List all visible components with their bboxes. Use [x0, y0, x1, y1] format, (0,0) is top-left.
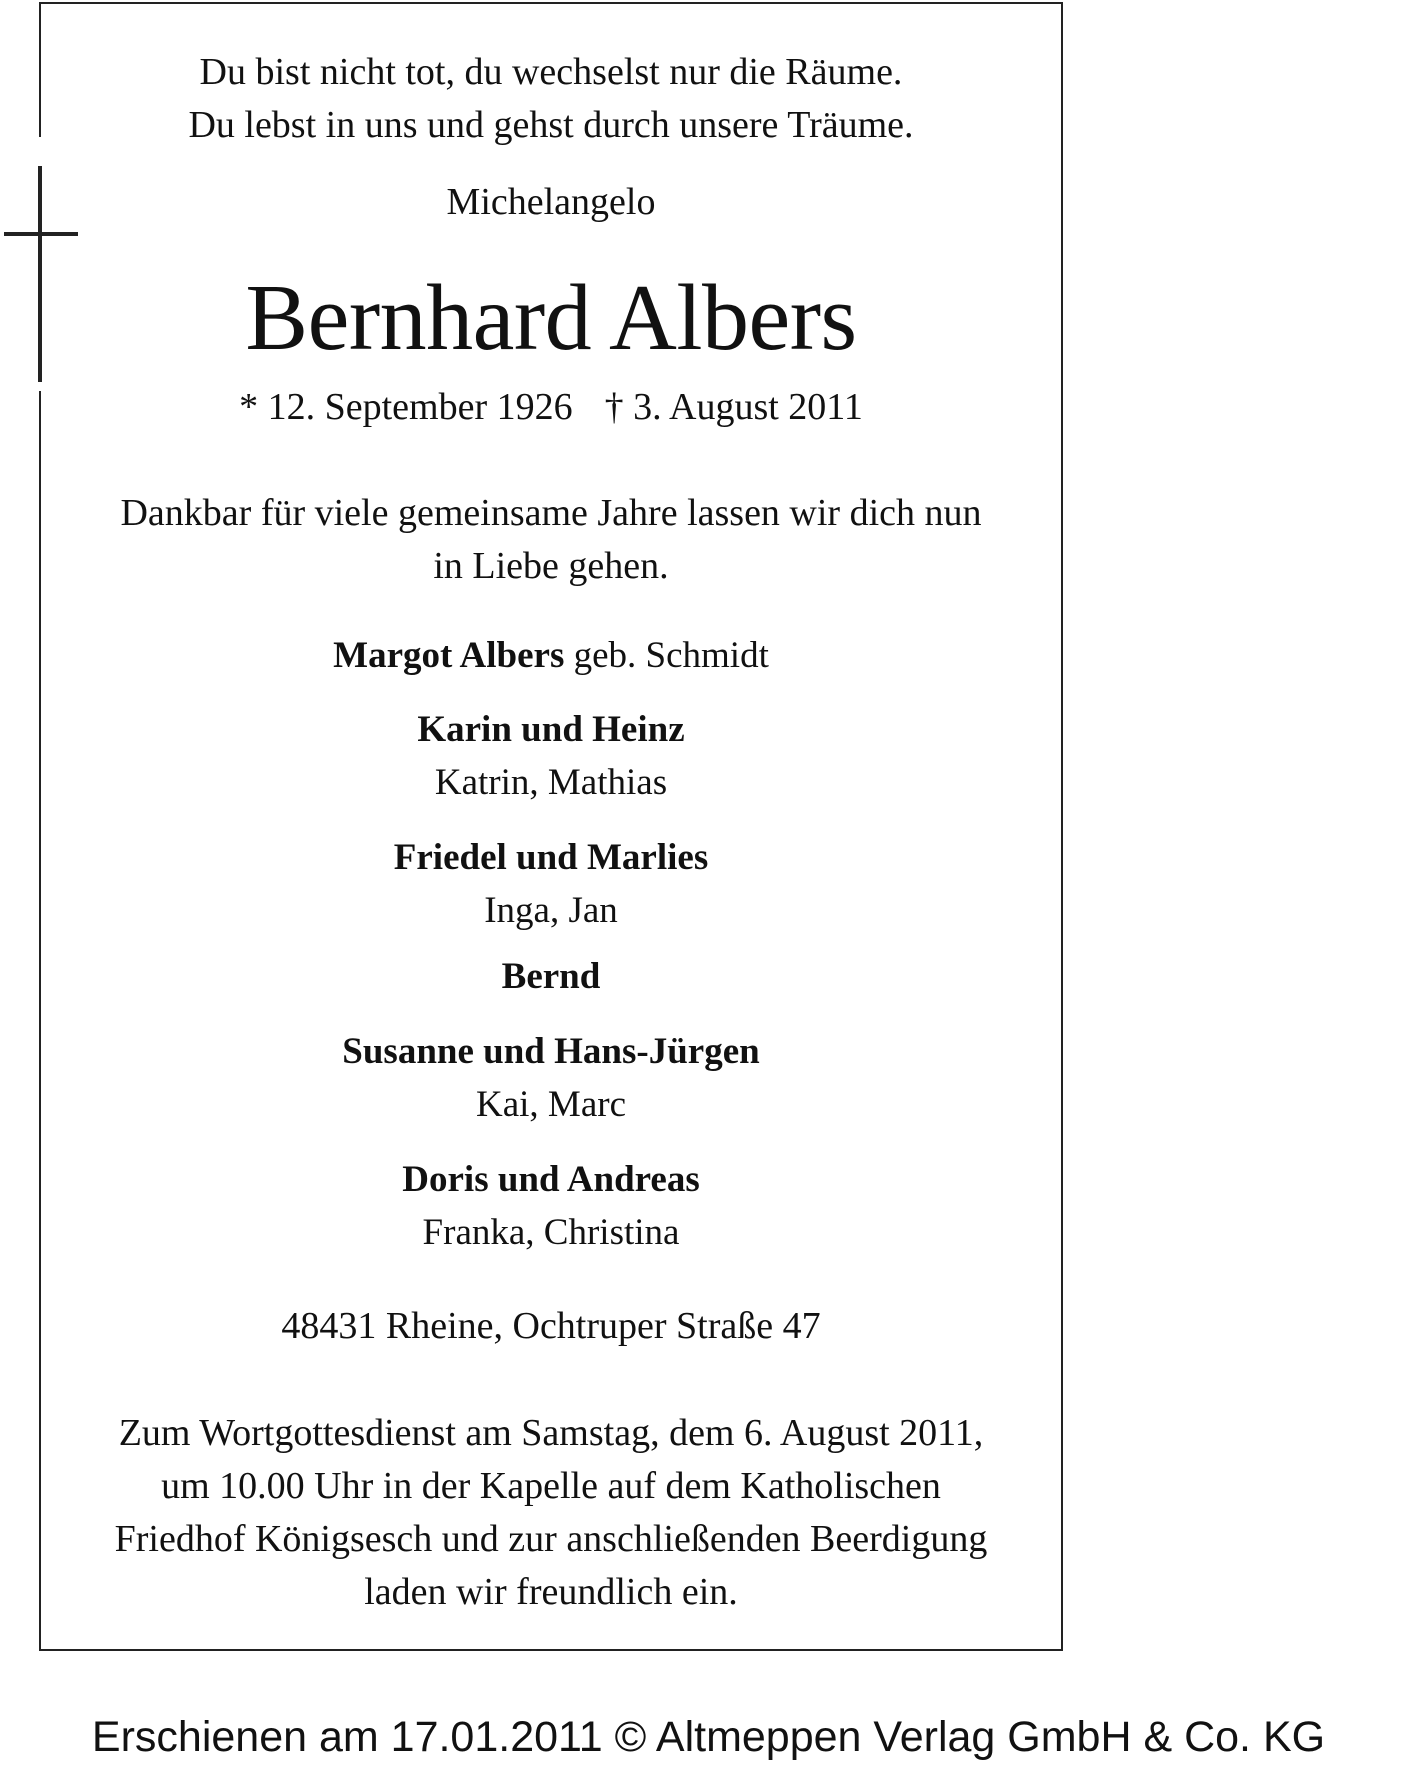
spouse-name: Margot Albers: [333, 635, 565, 676]
farewell-line-1: Dankbar für viele gemeinsame Jahre lassen wir dich nun: [120, 492, 982, 534]
family-names: Friedel und Marlies: [393, 837, 709, 878]
spouse: [41, 637, 1061, 674]
family-children: Inga, Jan: [484, 890, 618, 931]
quote-line-1: Du bist nicht tot, du wechselst nur die Räume.: [199, 51, 903, 93]
spouse-maiden-name: geb. Schmidt: [573, 635, 769, 676]
obituary-notice: [39, 2, 1063, 1651]
family-children: Kai, Marc: [476, 1084, 626, 1125]
address: 48431 Rheine, Ochtruper Straße 47: [281, 1305, 821, 1347]
quote-author: Michelangelo: [446, 181, 656, 223]
family-names: Susanne und Hans-Jürgen: [342, 1031, 760, 1072]
family-children: Franka, Christina: [422, 1212, 680, 1253]
service-line-2: um 10.00 Uhr in der Kapelle auf dem Katholischen: [161, 1465, 941, 1507]
family-names: Doris und Andreas: [402, 1159, 700, 1200]
service-line-4: laden wir freundlich ein.: [364, 1571, 738, 1613]
birth-date: * 12. September 1926: [239, 386, 573, 428]
farewell-line-2: in Liebe gehen.: [433, 545, 669, 587]
service-line-1: Zum Wortgottesdienst am Samstag, dem 6. August 2011,: [118, 1412, 984, 1454]
death-date: † 3. August 2011: [604, 386, 863, 428]
life-dates: [41, 388, 1061, 426]
publication-footer: Erschienen am 17.01.2011 © Altmeppen Verlag GmbH & Co. KG: [91, 1713, 1326, 1761]
service-line-3: Friedhof Königsesch und zur anschließenden Beerdigung: [114, 1518, 988, 1560]
quote-line-2: Du lebst in uns und gehst durch unsere Träume.: [188, 104, 914, 146]
deceased-name: Bernhard Albers: [245, 266, 857, 370]
family-children: Katrin, Mathias: [434, 762, 668, 803]
family-names: Karin und Heinz: [417, 709, 685, 750]
family-names: Bernd: [501, 956, 601, 997]
